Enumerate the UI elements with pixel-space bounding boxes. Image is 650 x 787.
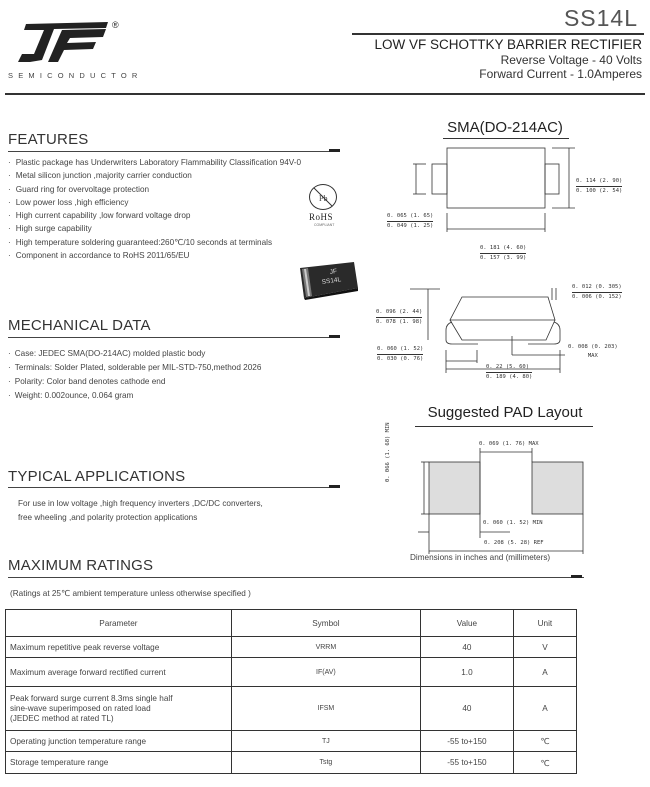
feature-item: · Low power loss ,high efficiency <box>8 196 368 209</box>
forward-current: Forward Current - 1.0Amperes <box>479 67 642 81</box>
product-title: LOW VF SCHOTTKY BARRIER RECTIFIER <box>374 37 642 52</box>
svg-text:Pb: Pb <box>319 194 328 203</box>
part-divider <box>352 33 644 35</box>
svg-text:SS14L: SS14L <box>321 276 342 286</box>
package-title: SMA(DO-214AC) <box>447 119 563 136</box>
svg-text:JF: JF <box>329 268 338 276</box>
applications-divider <box>8 487 340 488</box>
col-parameter: Parameter <box>6 610 232 637</box>
feature-item: · High surge capability <box>8 222 368 235</box>
dim-total-length: 0. 22 (5. 60) 0. 189 (4. 80) <box>486 364 533 380</box>
table-row <box>6 752 577 774</box>
dim-lead-thickness: 0. 012 (0. 305) 0. 006 (0. 152) <box>572 284 622 300</box>
ratings-heading: MAXIMUM RATINGS <box>8 557 154 574</box>
package-title-underline <box>443 138 569 139</box>
rohs-compliant-label: COMPLIANT <box>314 223 335 227</box>
cell-value: 1.0 <box>421 658 514 687</box>
cell-unit: A <box>513 687 576 731</box>
cell-unit: ℃ <box>513 752 576 774</box>
cell-parameter: Maximum repetitive peak reverse voltage <box>6 637 232 658</box>
brand-tagline: SEMICONDUCTOR <box>8 71 143 80</box>
ratings-tab <box>571 575 582 578</box>
dim-pad-gap: 0. 069 (1. 76) MAX <box>479 441 539 447</box>
ratings-table <box>5 609 577 774</box>
cell-unit: V <box>513 637 576 658</box>
cell-parameter: Peak forward surge current 8.3ms single half sine-wave superimposed on rated load (JEDEC method at rated TL) <box>6 687 232 731</box>
mechanical-divider <box>8 337 340 338</box>
dim-foot: 0. 060 (1. 52) 0. 030 (0. 76) <box>377 346 424 362</box>
dim-height: 0. 096 (2. 44) 0. 078 (1. 98) <box>376 309 423 325</box>
reverse-voltage: Reverse Voltage - 40 Volts <box>500 53 642 67</box>
cell-unit: ℃ <box>513 731 576 752</box>
cell-value: 40 <box>421 687 514 731</box>
dim-pad-height: 0. 066 (1. 68) MIN <box>385 422 391 482</box>
applications-line: free wheeling ,and polarity protection applications <box>18 512 198 522</box>
chip-photo <box>292 260 360 300</box>
cell-parameter: Storage temperature range <box>6 752 232 774</box>
features-tab <box>329 149 340 152</box>
applications-line: For use in low voltage ,high frequency inverters ,DC/DC converters, <box>18 499 263 508</box>
part-number: SS14L <box>563 5 638 31</box>
header-divider <box>5 93 645 95</box>
pad-title-underline <box>415 426 593 427</box>
feature-item: · High temperature soldering guaranteed:260℃/10 seconds at terminals <box>8 236 368 249</box>
dimensions-caption: Dimensions in inches and (millimeters) <box>410 553 551 562</box>
ratings-note: (Ratings at 25℃ ambient temperature unless otherwise specified ) <box>10 589 251 598</box>
feature-item: · High current capability ,low forward voltage drop <box>8 209 368 222</box>
dim-lead-width: 0. 065 (1. 65) 0. 049 (1. 25) <box>387 213 434 229</box>
mechanical-list <box>8 347 368 403</box>
mechanical-tab <box>329 335 340 338</box>
mechanical-item: · Polarity: Color band denotes cathode end <box>8 375 368 389</box>
mechanical-item: · Weight: 0.002ounce, 0.064 gram <box>8 389 368 403</box>
feature-item: · Component in accordance to RoHS 2011/65/EU <box>8 249 368 262</box>
cell-value: -55 to+150 <box>421 752 514 774</box>
mechanical-item: · Case: JEDEC SMA(DO-214AC) molded plastic body <box>8 347 368 361</box>
col-value: Value <box>421 610 514 637</box>
col-symbol: Symbol <box>231 610 420 637</box>
pb-free-icon <box>309 184 337 210</box>
cell-symbol: IFSM <box>231 687 420 731</box>
table-row <box>6 731 577 752</box>
dim-pad-width: 0. 060 (1. 52) MIN <box>483 520 543 526</box>
dim-body-width: 0. 114 (2. 90) 0. 100 (2. 54) <box>576 178 623 194</box>
cell-symbol: VRRM <box>231 637 420 658</box>
table-row <box>6 637 577 658</box>
registered-mark: ® <box>112 20 119 30</box>
cell-value: -55 to+150 <box>421 731 514 752</box>
feature-item: · Plastic package has Underwriters Laboratory Flammability Classification 94V-0 <box>8 156 368 169</box>
cell-parameter: Maximum average forward rectified current <box>6 658 232 687</box>
dim-standoff: 0. 008 (0. 203) MAX <box>568 344 618 359</box>
cell-parameter: Operating junction temperature range <box>6 731 232 752</box>
pad-layout-title: Suggested PAD Layout <box>427 404 583 421</box>
col-unit: Unit <box>513 610 576 637</box>
table-header-row <box>6 610 577 637</box>
cell-symbol: IF(AV) <box>231 658 420 687</box>
features-divider <box>8 151 340 152</box>
features-heading: FEATURES <box>8 131 89 148</box>
dim-pad-total: 0. 208 (5. 28) REF <box>484 540 544 546</box>
cell-symbol: Tstg <box>231 752 420 774</box>
applications-text <box>18 497 358 524</box>
dim-body-length: 0. 181 (4. 60) 0. 157 (3. 99) <box>480 245 527 261</box>
ratings-divider <box>8 577 584 578</box>
applications-tab <box>329 485 340 488</box>
table-row <box>6 687 577 731</box>
mechanical-item: · Terminals: Solder Plated, solderable per MIL-STD-750,method 2026 <box>8 361 368 375</box>
jf-logo <box>8 20 118 66</box>
mechanical-heading: MECHANICAL DATA <box>8 317 151 334</box>
rohs-label: RoHS <box>309 212 334 222</box>
table-row <box>6 658 577 687</box>
feature-item: · Guard ring for overvoltage protection <box>8 183 368 196</box>
feature-item: · Metal silicon junction ,majority carrier conduction <box>8 169 368 182</box>
cell-symbol: TJ <box>231 731 420 752</box>
cell-value: 40 <box>421 637 514 658</box>
cell-unit: A <box>513 658 576 687</box>
applications-heading: TYPICAL APPLICATIONS <box>8 468 186 485</box>
